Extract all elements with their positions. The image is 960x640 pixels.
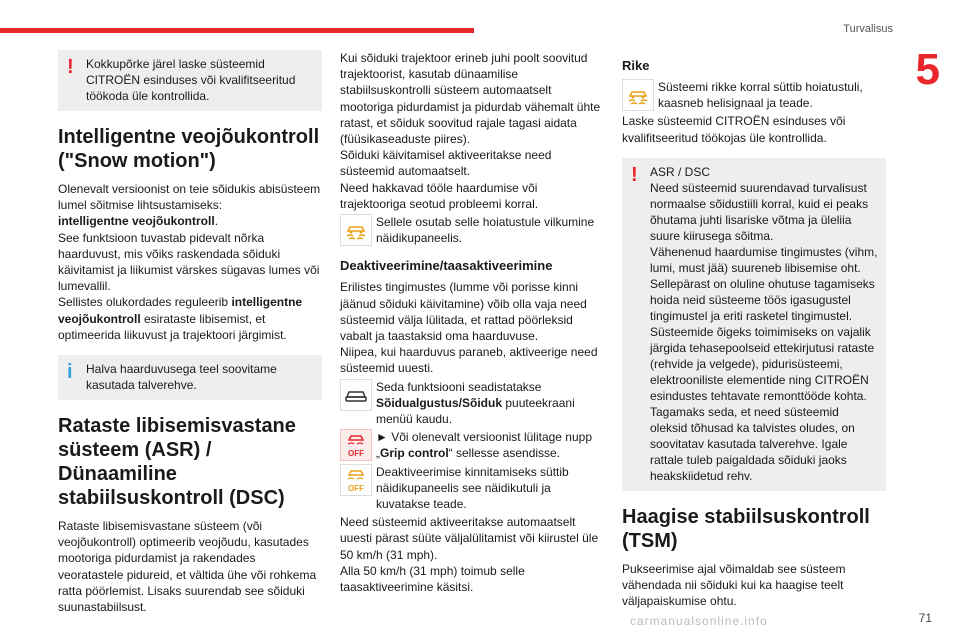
warning-note: [622, 158, 886, 491]
off-label: OFF: [348, 449, 364, 459]
esc-off-indicator-icon: [340, 464, 372, 496]
paragraph: Need hakkavad tööle haardumise või trajektooriga seotud probleemi korral.: [340, 180, 539, 211]
warning-title: ASR / DSC: [650, 164, 711, 179]
header-accent-bar: [0, 28, 474, 33]
watermark: carmanualsonline.info: [630, 614, 768, 628]
paragraph: Sellele osutab selle hoiatustule vilkumine näidikupaneelis.: [376, 215, 595, 246]
heading-asr-dsc: Rataste libisemisvastane süsteem (ASR) / Dünaamiline stabiilsuskontroll (DSC): [58, 415, 296, 510]
warning-text: Tagamaks seda, et need süsteemid oleksid tõhusad ka talvistes oludes, on soovitatav kasutada talverehve. Igale rattale tuleb paigaldada sõiduki jaoks heakskiidetud rehv.: [650, 404, 855, 483]
paragraph: Olenevalt versioonist on teie sõidukis abisüsteem lumel sõitmise lihtsustamiseks: intelligentne veojõukontroll.: [58, 182, 321, 229]
warning-text: Süsteemide õigeks toimimiseks on vajalik järgida tehasepoolseid ettekirjutusi rataste (rehvide ja velgede), pidurisüsteemi, elektrooniliste elementide ning CITROËN esindustes tehtavate remonttööde kohta.: [650, 324, 875, 403]
heading-snow-motion: Intelligentne veojõukontroll ("Snow motion"): [58, 126, 320, 172]
vehicle-icon: [340, 379, 372, 411]
heading-fault: Rike: [622, 58, 650, 73]
paragraph: Laske süsteemid CITROËN esinduses või kvalifitseeritud töökojas üle kontrollida.: [622, 114, 846, 145]
column-1: [58, 50, 322, 615]
paragraph: Süsteemi rikke korral süttib hoiatustuli, kaasneb helisignaal ja teade.: [658, 80, 863, 111]
chapter-number: 5: [915, 45, 940, 94]
paragraph: Sellistes olukordades reguleerib intelligentne veojõukontroll esirataste libisemist, et optimeerida liikuvust ja trajektoori järgimist.: [58, 295, 303, 342]
paragraph: Seda funktsiooni seadistatakse Sõidualgustus/Sõiduk puuteekraani menüü kaudu.: [376, 379, 575, 427]
paragraph: Erilistes tingimustes (lumme või porisse kinni jäänud sõiduki käivitamine) võib olla vaja need süsteemid välja lülitada, et rattad pöörleksid vabalt ja taastaksid oma haarduvuse.: [340, 280, 587, 344]
section-title: Turvalisus: [843, 23, 893, 35]
info-icon: i: [67, 361, 73, 384]
paragraph: See funktsioon tuvastab pidevalt nõrka haarduvust, mis võiks raskendada sõiduki käivitamist ja liikumist värskes sügavas lumes või lumevallil.: [58, 230, 320, 294]
paragraph: Need süsteemid aktiveeritakse automaatselt uuesti pärast süüte väljalülitamist või kiirustel üle 50 km/h (31 mph).: [340, 515, 599, 562]
warning-text: Vähenenud haardumise tingimustes (vihm, lumi, must jää) suureneb libisemise oht.: [650, 244, 878, 275]
paragraph: Niipea, kui haarduvus paraneb, aktiveerige need süsteemid uuesti.: [340, 345, 598, 376]
page-number: 71: [918, 611, 932, 625]
paragraph: Deaktiveerimise kinnitamiseks süttib näidikupaneelis see näidikutuli ja kuvatakse teade.: [376, 464, 569, 512]
paragraph: Pukseerimise ajal võimaldab see süsteem vähendada nii sõiduki kui ka haagise teelt väljapaiskumise ohtu.: [622, 561, 846, 609]
paragraph: Sõiduki käivitamisel aktiveeritakse need süsteemid automaatselt.: [340, 148, 552, 179]
warning-text: Kokkupõrke järel laske süsteemid CITROËN esinduses või kvalifitseeritud töökoda üle kontrollida.: [86, 57, 296, 103]
icon-row: [340, 464, 604, 513]
paragraph: Rataste libisemisvastane süsteem (või veojõukontroll) optimeerib veojõudu, kasutades mootoriga pidurdamist ja rakendades veoratastele pidureid, et vältida ühe või rohkema ratta pöörlemist. Lisaks suurendab see sõiduki suunastabiilsust.: [58, 519, 317, 615]
warning-exclamation-icon: !: [67, 56, 74, 78]
icon-row: [340, 429, 604, 461]
esc-off-button-icon: [340, 429, 372, 461]
heading-tsm: Haagise stabiilsuskontroll (TSM): [622, 505, 870, 552]
info-text: Halva haarduvusega teel soovitame kasutada talverehve.: [86, 362, 277, 393]
column-2: [340, 50, 604, 595]
info-note: [58, 355, 322, 400]
heading-deactivation: Deaktiveerimine/taasaktiveerimine: [340, 258, 553, 274]
warning-text: Sellepärast on oluline ohutuse tagamiseks hoida neid süsteeme töös igasugustel tingimustel ja eriti rasketel tingimustel.: [650, 276, 875, 323]
icon-row: [340, 379, 604, 428]
paragraph: Kui sõiduki trajektoor erineb juhi poolt soovitud trajektoorist, kasutab dünaamilise stabiilsuskontrolli süsteem automaatselt mootoriga pidurdamist ja pidurdab vähemalt ühte ratast, et sõiduk soovitud rajale tagasi aidata (füüsikaseaduste piires).: [340, 51, 601, 147]
warning-text: Need süsteemid suurendavad turvalisust normaalse sõidustiili korral, kuid ei peaks õhutama juhti lisariske võtma ja üleliia suure kiirusega sõitma.: [650, 180, 869, 243]
icon-row: [622, 79, 886, 111]
esc-warning-light-icon: [622, 79, 654, 111]
column-3: [622, 58, 886, 609]
warning-exclamation-icon: !: [631, 163, 638, 186]
paragraph: Alla 50 km/h (31 mph) toimub selle taasaktiveerimine käsitsi.: [340, 563, 525, 595]
off-label: OFF: [348, 483, 364, 493]
esc-warning-light-icon: [340, 214, 372, 246]
paragraph: ► Või olenevalt versioonist lülitage nupp „Grip control“ sellesse asendisse.: [376, 430, 593, 461]
warning-note: [58, 50, 322, 111]
icon-row: [340, 214, 604, 246]
